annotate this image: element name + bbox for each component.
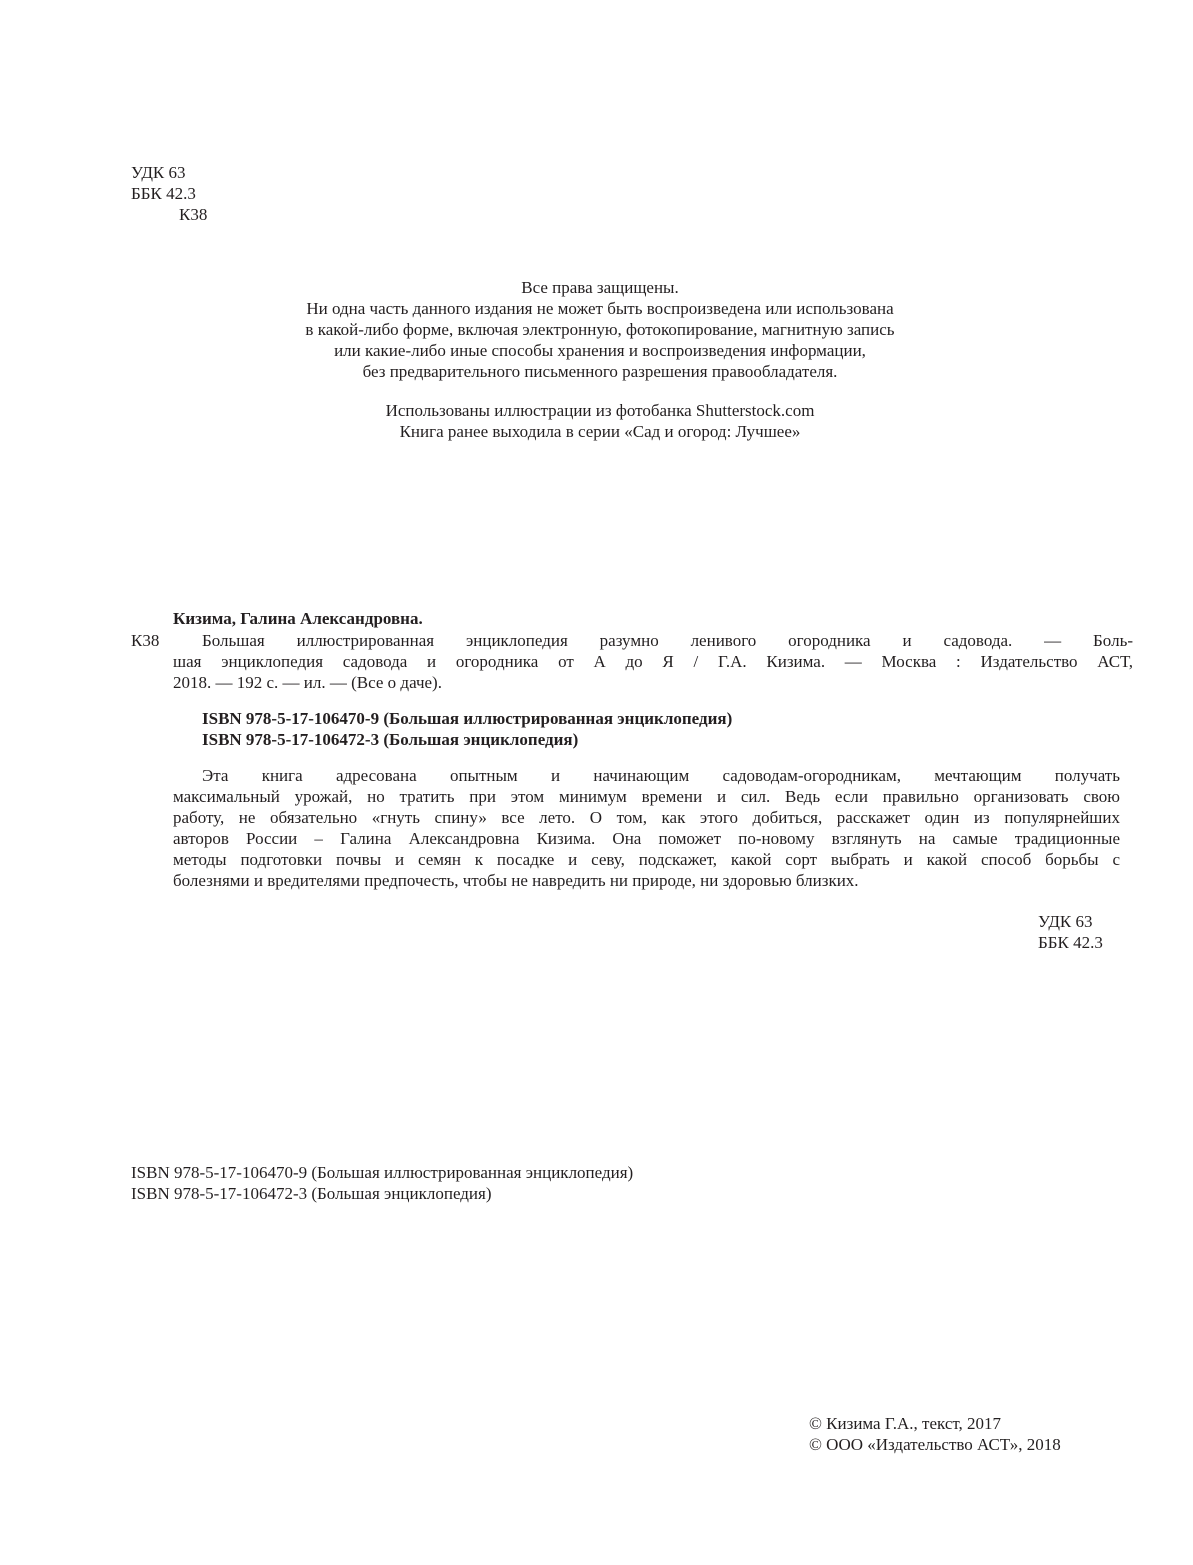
isbn-block-footer [131,1162,633,1204]
isbn-line: ISBN 978-5-17-106470-9 (Большая иллюстрированная энциклопедия) [131,1163,634,1182]
author-heading: Кизима, Галина Александровна. [173,609,423,628]
udk-code: УДК 63 [1038,912,1093,931]
udk-block-bottom [1038,911,1103,953]
udk-code: УДК 63 [131,163,186,182]
annotation-line: авторов России – Галина Александровна Кизима. Она поможет по-новому взглянуть на самые традиционные [173,829,1120,848]
isbn-line: ISBN 978-5-17-106470-9 (Большая иллюстрированная энциклопедия) [202,709,733,728]
bbk-code: ББК 42.3 [1038,933,1103,952]
annotation-line: болезнями и вредителями предпочесть, чтобы не навредить ни природе, ни здоровью близких. [173,871,859,890]
rights-line: Ни одна часть данного издания не может быть воспроизведена или использована [306,299,894,318]
bibliography-mark: К38 [131,631,160,650]
rights-line: без предварительного письменного разрешения правообладателя. [362,362,838,381]
rights-line: или какие-либо иные способы хранения и воспроизведения информации, [334,341,866,360]
copyright-line: © Кизима Г.А., текст, 2017 [809,1414,1002,1433]
isbn-line: ISBN 978-5-17-106472-3 (Большая энциклопедия) [131,1184,492,1203]
annotation-paragraph [173,765,1120,891]
bibliography-line: шая энциклопедия садовода и огородника от А до Я / Г.А. Кизима. — Москва : Издательство АСТ, [173,652,1133,671]
annotation-line: максимальный урожай, но тратить при этом минимум времени и сил. Ведь если правильно организовать свою [173,787,1120,806]
annotation-line: методы подготовки почвы и семян к посадке и севу, подскажет, какой сорт выбрать и какой способ борьбы с [173,850,1120,869]
annotation-line: Эта книга адресована опытным и начинающим садоводам-огородникам, мечтающим получать [202,766,1120,785]
bbk-code: ББК 42.3 [131,184,196,203]
udk-block-top [131,162,251,225]
credits-notice [200,400,1000,442]
isbn-block-bold [202,708,732,750]
rights-notice [200,277,1000,382]
bibliography-line: Большая иллюстрированная энциклопедия разумно ленивого огородника и садовода. — Боль- [202,631,1133,650]
copyright-notice [809,1413,1061,1455]
copyright-line: © ООО «Издательство АСТ», 2018 [809,1435,1061,1454]
credits-line: Книга ранее выходила в серии «Сад и огород: Лучшее» [399,422,801,441]
bibliographic-description [173,630,1133,693]
rights-line: в какой-либо форме, включая электронную, фотокопирование, магнитную запись [305,320,895,339]
rights-line: Все права защищены. [521,278,679,297]
credits-line: Использованы иллюстрации из фотобанка Shutterstock.com [385,401,815,420]
author-mark-code: К38 [179,205,208,224]
bibliography-line: 2018. — 192 с. — ил. — (Все о даче). [173,673,442,692]
isbn-line: ISBN 978-5-17-106472-3 (Большая энциклопедия) [202,730,579,749]
annotation-line: работу, не обязательно «гнуть спину» все лето. О том, как этого добиться, расскажет один из популярнейших [173,808,1120,827]
